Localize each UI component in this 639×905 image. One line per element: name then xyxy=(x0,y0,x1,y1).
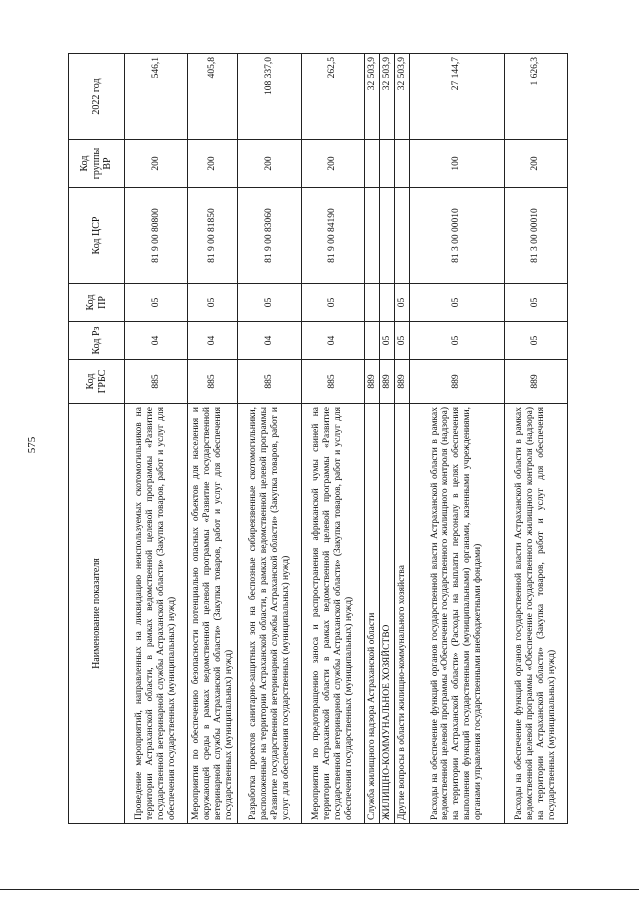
row-csr: 81 3 00 00010 xyxy=(410,188,504,284)
table-row xyxy=(238,54,301,824)
table-row xyxy=(365,54,380,824)
row-pr xyxy=(365,284,380,322)
row-rz: 05 xyxy=(395,322,410,360)
row-vr: 200 xyxy=(125,140,188,188)
row-rz: 05 xyxy=(380,322,395,360)
row-csr: 81 9 00 83060 xyxy=(238,188,301,284)
row-value: 262,5 xyxy=(301,54,364,140)
row-pr: 05 xyxy=(238,284,301,322)
row-name: Проведение мероприятий, направленных на ликвидацию неиспользуемых скотомогильников на территории Астраханской области, в рамках ведомственной целевой программы «Развитие государственной ветеринарной службы Астраханской области» (Закупка товаров, работ и услуг для обеспечения государственных (муниципальных) нужд) xyxy=(125,404,188,824)
row-value: 1 626,3 xyxy=(504,54,567,140)
row-value: 32 503,9 xyxy=(380,54,395,140)
row-grbs: 885 xyxy=(238,360,301,404)
table-row xyxy=(125,54,188,824)
table-row xyxy=(380,54,395,824)
row-name: Мероприятия по предотвращению заноса и распространения африканской чумы свиней на территории Астраханской области в рамках ведомственной целевой программы «Развитие государственной ветеринарной службы Астраханской области» (Закупка товаров, работ и услуг для обеспечения государственных (муниципальных) нужд) xyxy=(301,404,364,824)
row-grbs: 889 xyxy=(395,360,410,404)
header-rz: Код Рз xyxy=(69,322,125,360)
row-name: ЖИЛИЩНО-КОММУНАЛЬНОЕ ХОЗЯЙСТВО xyxy=(380,404,395,824)
header-csr: Код ЦСР xyxy=(69,188,125,284)
row-vr: 200 xyxy=(301,140,364,188)
row-vr xyxy=(395,140,410,188)
row-csr: 81 3 00 00010 xyxy=(504,188,567,284)
table-row xyxy=(410,54,504,824)
row-grbs: 889 xyxy=(380,360,395,404)
row-name: Мероприятия по обеспечению безопасности потенциально опасных объектов для населения и окружающей среды в рамках ведомственной целевой программы «Развитие государственной ветеринарной службы Астраханской области» (Закупка товаров, работ и услуг для обеспечения государственных (муниципальных) нужд) xyxy=(188,404,238,824)
row-pr: 05 xyxy=(504,284,567,322)
row-pr: 05 xyxy=(188,284,238,322)
header-name: Наименование показателя xyxy=(69,404,125,824)
header-grbs: Код ГРБС xyxy=(69,360,125,404)
row-value: 32 503,9 xyxy=(365,54,380,140)
table-row xyxy=(395,54,410,824)
table-header-row xyxy=(69,54,125,824)
row-pr xyxy=(380,284,395,322)
budget-table-rotated xyxy=(68,54,568,824)
row-name: Другие вопросы в области жилищно-коммунального хозяйства xyxy=(395,404,410,824)
row-grbs: 889 xyxy=(504,360,567,404)
row-rz: 05 xyxy=(504,322,567,360)
row-name: Расходы на обеспечение функций органов государственной власти Астраханской области в рамках ведомственной целевой программы «Обеспечение государственного жилищного контроля (надзора) на территории Астраханской области» (Расходы на выплаты персоналу в целях обеспечения выполнения функций государственными (муниципальными) органами, казенными учреждениями, органами управления государственными внебюджетными фондами) xyxy=(410,404,504,824)
table-row xyxy=(301,54,364,824)
budget-table xyxy=(68,53,568,824)
row-pr: 05 xyxy=(301,284,364,322)
row-csr: 81 9 00 80800 xyxy=(125,188,188,284)
row-pr: 05 xyxy=(410,284,504,322)
row-grbs: 889 xyxy=(365,360,380,404)
row-csr: 81 9 00 84190 xyxy=(301,188,364,284)
table-row xyxy=(188,54,238,824)
row-grbs: 885 xyxy=(188,360,238,404)
row-vr xyxy=(380,140,395,188)
row-csr: 81 9 00 81850 xyxy=(188,188,238,284)
row-csr xyxy=(365,188,380,284)
row-rz: 05 xyxy=(410,322,504,360)
row-vr: 200 xyxy=(238,140,301,188)
row-csr xyxy=(380,188,395,284)
row-grbs: 885 xyxy=(125,360,188,404)
row-pr: 05 xyxy=(395,284,410,322)
row-value: 546,1 xyxy=(125,54,188,140)
page-number: 575 xyxy=(26,436,38,454)
row-value: 405,8 xyxy=(188,54,238,140)
page-bottom-rule xyxy=(0,889,639,890)
row-vr: 200 xyxy=(188,140,238,188)
table-row xyxy=(504,54,567,824)
row-csr xyxy=(395,188,410,284)
row-rz xyxy=(365,322,380,360)
header-year: 2022 год xyxy=(69,54,125,140)
row-rz: 04 xyxy=(125,322,188,360)
row-pr: 05 xyxy=(125,284,188,322)
row-rz: 04 xyxy=(238,322,301,360)
row-grbs: 885 xyxy=(301,360,364,404)
header-pr: Код ПР xyxy=(69,284,125,322)
row-name: Расходы на обеспечение функций органов государственной власти Астраханской области в рамках ведомственной целевой программы «Обеспечение государственного жилищного контроля (надзора) на территории Астраханской области» (Закупка товаров, работ и услуг для обеспечения государственных (муниципальных) нужд) xyxy=(504,404,567,824)
row-name: Разработка проектов санитарно-защитных зон на беспозные сибиреязвенные скотомогильники, расположенные на территории Астраханской области, в рамках ведомственной целевой программы «Развитие государственной ветеринарной службы Астраханской области» (Закупка товаров, работ и услуг для обеспечения государственных (муниципальных) нужд) xyxy=(238,404,301,824)
row-name: Служба жилищного надзора Астраханской области xyxy=(365,404,380,824)
row-rz: 04 xyxy=(301,322,364,360)
row-rz: 04 xyxy=(188,322,238,360)
row-value: 108 337,0 xyxy=(238,54,301,140)
header-vr: Код группы ВР xyxy=(69,140,125,188)
row-grbs: 889 xyxy=(410,360,504,404)
row-value: 32 503,9 xyxy=(395,54,410,140)
row-vr: 100 xyxy=(410,140,504,188)
row-value: 27 144,7 xyxy=(410,54,504,140)
row-vr: 200 xyxy=(504,140,567,188)
row-vr xyxy=(365,140,380,188)
